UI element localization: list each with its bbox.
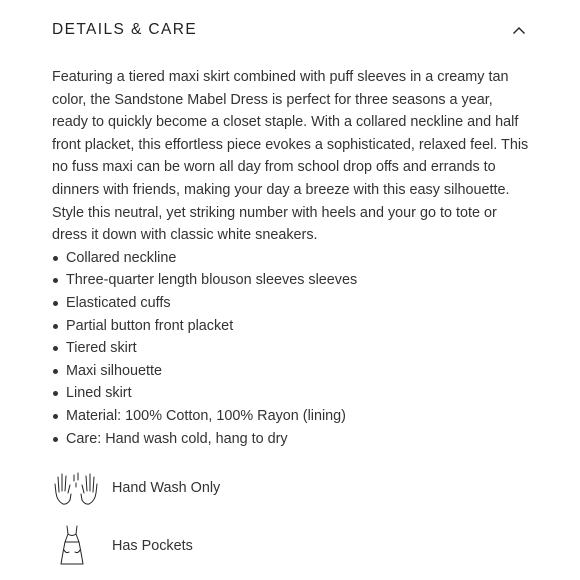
feature-item: Partial button front placket [52,315,532,338]
care-row-pockets [52,524,193,568]
feature-item: Lined skirt [52,382,532,405]
feature-item: Material: 100% Cotton, 100% Rayon (lining) [52,405,532,428]
hand-wash-icon [52,466,104,510]
care-label: Hand Wash Only [112,480,221,496]
feature-item: Maxi silhouette [52,360,532,383]
feature-item: Care: Hand wash cold, hang to dry [52,428,532,451]
details-care-toggle[interactable] [52,16,528,44]
chevron-up-icon[interactable] [510,21,528,39]
feature-item: Tiered skirt [52,337,532,360]
care-row-hand-wash [52,466,220,510]
feature-item: Three-quarter length blouson sleeves sleeves [52,269,532,292]
feature-list [52,247,532,450]
section-title: DETAILS & CARE [52,21,198,38]
feature-item: Collared neckline [52,247,532,270]
care-label: Has Pockets [112,538,193,554]
details-content [52,66,532,450]
product-description: Featuring a tiered maxi skirt combined with puff sleeves in a creamy tan color, the Sandstone Mabel Dress is perfect for three seasons a year, ready to quickly become a closet staple. With a collared neckline and half front placket, this effortless piece evokes a sophisticated, relaxed feel. This no fuss maxi can be worn all day from school drop offs and errands to dinners with friends, making your day a breeze with this easy silhouette. Style this neutral, yet striking number with heels and your go to tote or dress it down with classic white sneakers. [52,69,529,244]
feature-item: Elasticated cuffs [52,292,532,315]
dress-pockets-icon [52,524,104,568]
